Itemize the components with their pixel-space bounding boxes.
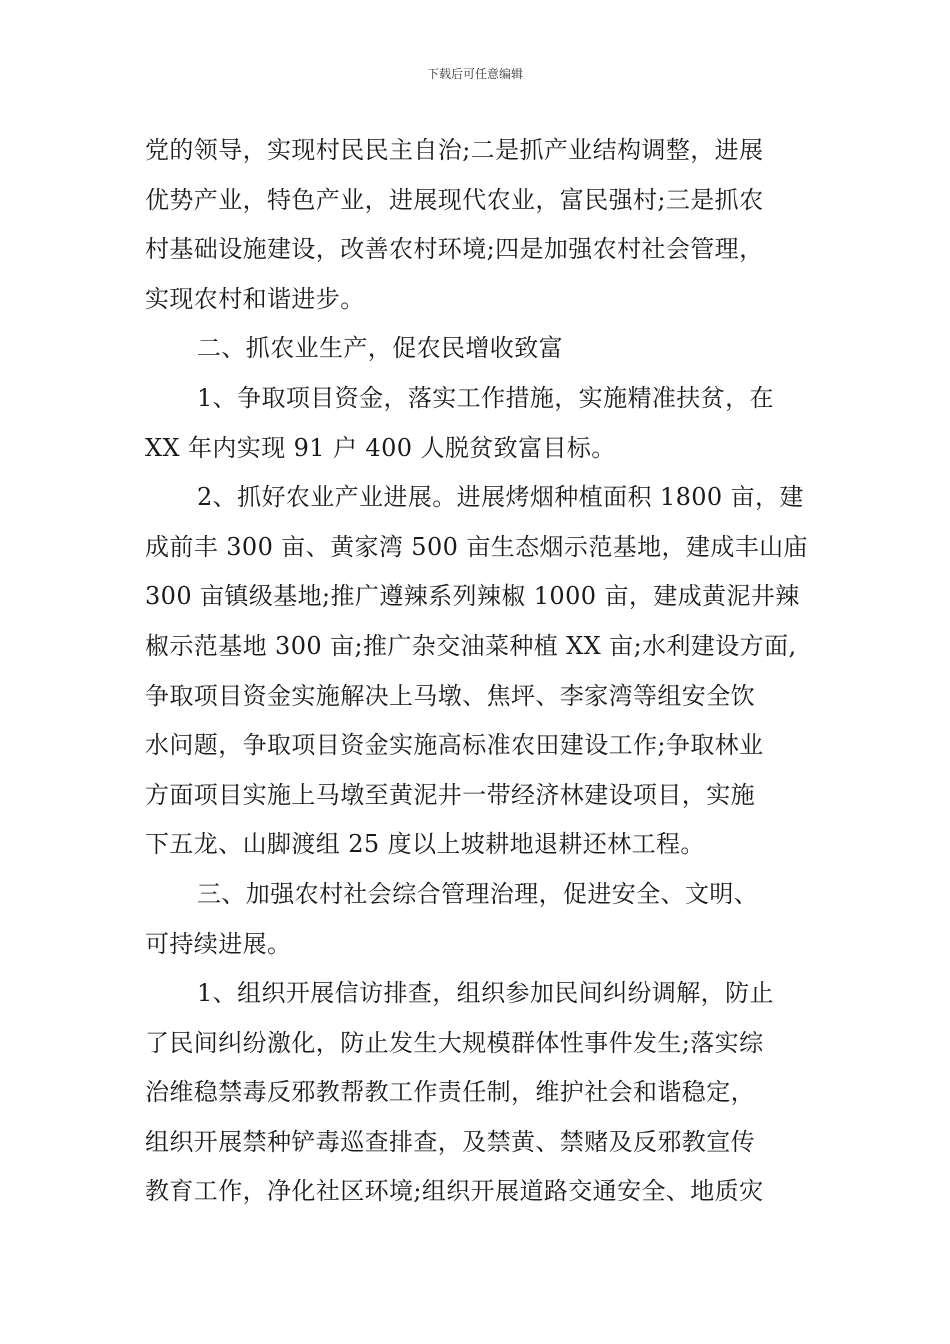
paragraph-2-1 — [145, 374, 825, 473]
text-line: 300 亩镇级基地;推广遵辣系列辣椒 1000 亩，建成黄泥井辣 — [145, 582, 800, 611]
text-line: 了民间纠纷激化，防止发生大规模群体性事件发生;落实综 — [145, 1028, 764, 1057]
text-line: 水问题，争取项目资金实施高标准农田建设工作;争取林业 — [145, 731, 764, 760]
text-line: 党的领导，实现村民民主自治;二是抓产业结构调整，进展 — [145, 136, 764, 164]
text-line: 1、组织开展信访排查，组织参加民间纠纷调解，防止 — [197, 979, 774, 1008]
section-heading-3 — [145, 870, 825, 969]
text-line: 实现农村和谐进步。 — [145, 284, 365, 313]
text-line: 争取项目资金实施解决上马墩、焦坪、李家湾等组安全饮 — [145, 681, 755, 710]
page-header: 下载后可任意编辑 — [426, 67, 523, 81]
text-line: 可持续进展。 — [145, 929, 292, 958]
text-line: 成前丰 300 亩、黄家湾 500 亩生态烟示范基地，建成丰山庙 — [145, 532, 808, 561]
text-line: 三、加强农村社会综合管理治理，促进安全、文明、 — [197, 879, 759, 908]
text-line: 2、抓好农业产业进展。进展烤烟种植面积 1800 亩，建 — [197, 483, 804, 512]
text-line: 椒示范基地 300 亩;推广杂交油菜种植 XX 亩;水利建设方面, — [145, 631, 797, 660]
text-line: 下五龙、山脚渡组 25 度以上坡耕地退耕还林工程。 — [145, 830, 705, 859]
text-line: 方面项目实施上马墩至黄泥井一带经济林建设项目，实施 — [145, 780, 755, 809]
section-heading-2 — [145, 324, 825, 374]
text-line: 治维稳禁毒反邪教帮教工作责任制，维护社会和谐稳定， — [145, 1078, 755, 1107]
document-body — [145, 126, 825, 1217]
text-line: XX 年内实现 91 户 400 人脱贫致富目标。 — [145, 433, 616, 462]
text-line: 1、争取项目资金，落实工作措施，实施精准扶贫，在 — [197, 383, 774, 412]
text-line: 二、抓农业生产，促农民增收致富 — [197, 334, 563, 363]
paragraph-1 — [145, 126, 825, 324]
text-line: 组织开展禁种铲毒巡查排查，及禁黄、禁赌及反邪教宣传 — [145, 1127, 755, 1156]
paragraph-2-2 — [145, 473, 825, 870]
text-line: 村基础设施建设，改善农村环境;四是加强农村社会管理， — [145, 235, 764, 264]
text-line: 教育工作，净化社区环境;组织开展道路交通安全、地质灾 — [145, 1177, 764, 1206]
text-line: 优势产业，特色产业，进展现代农业，富民强村;三是抓农 — [145, 185, 764, 214]
paragraph-3-1 — [145, 969, 825, 1217]
